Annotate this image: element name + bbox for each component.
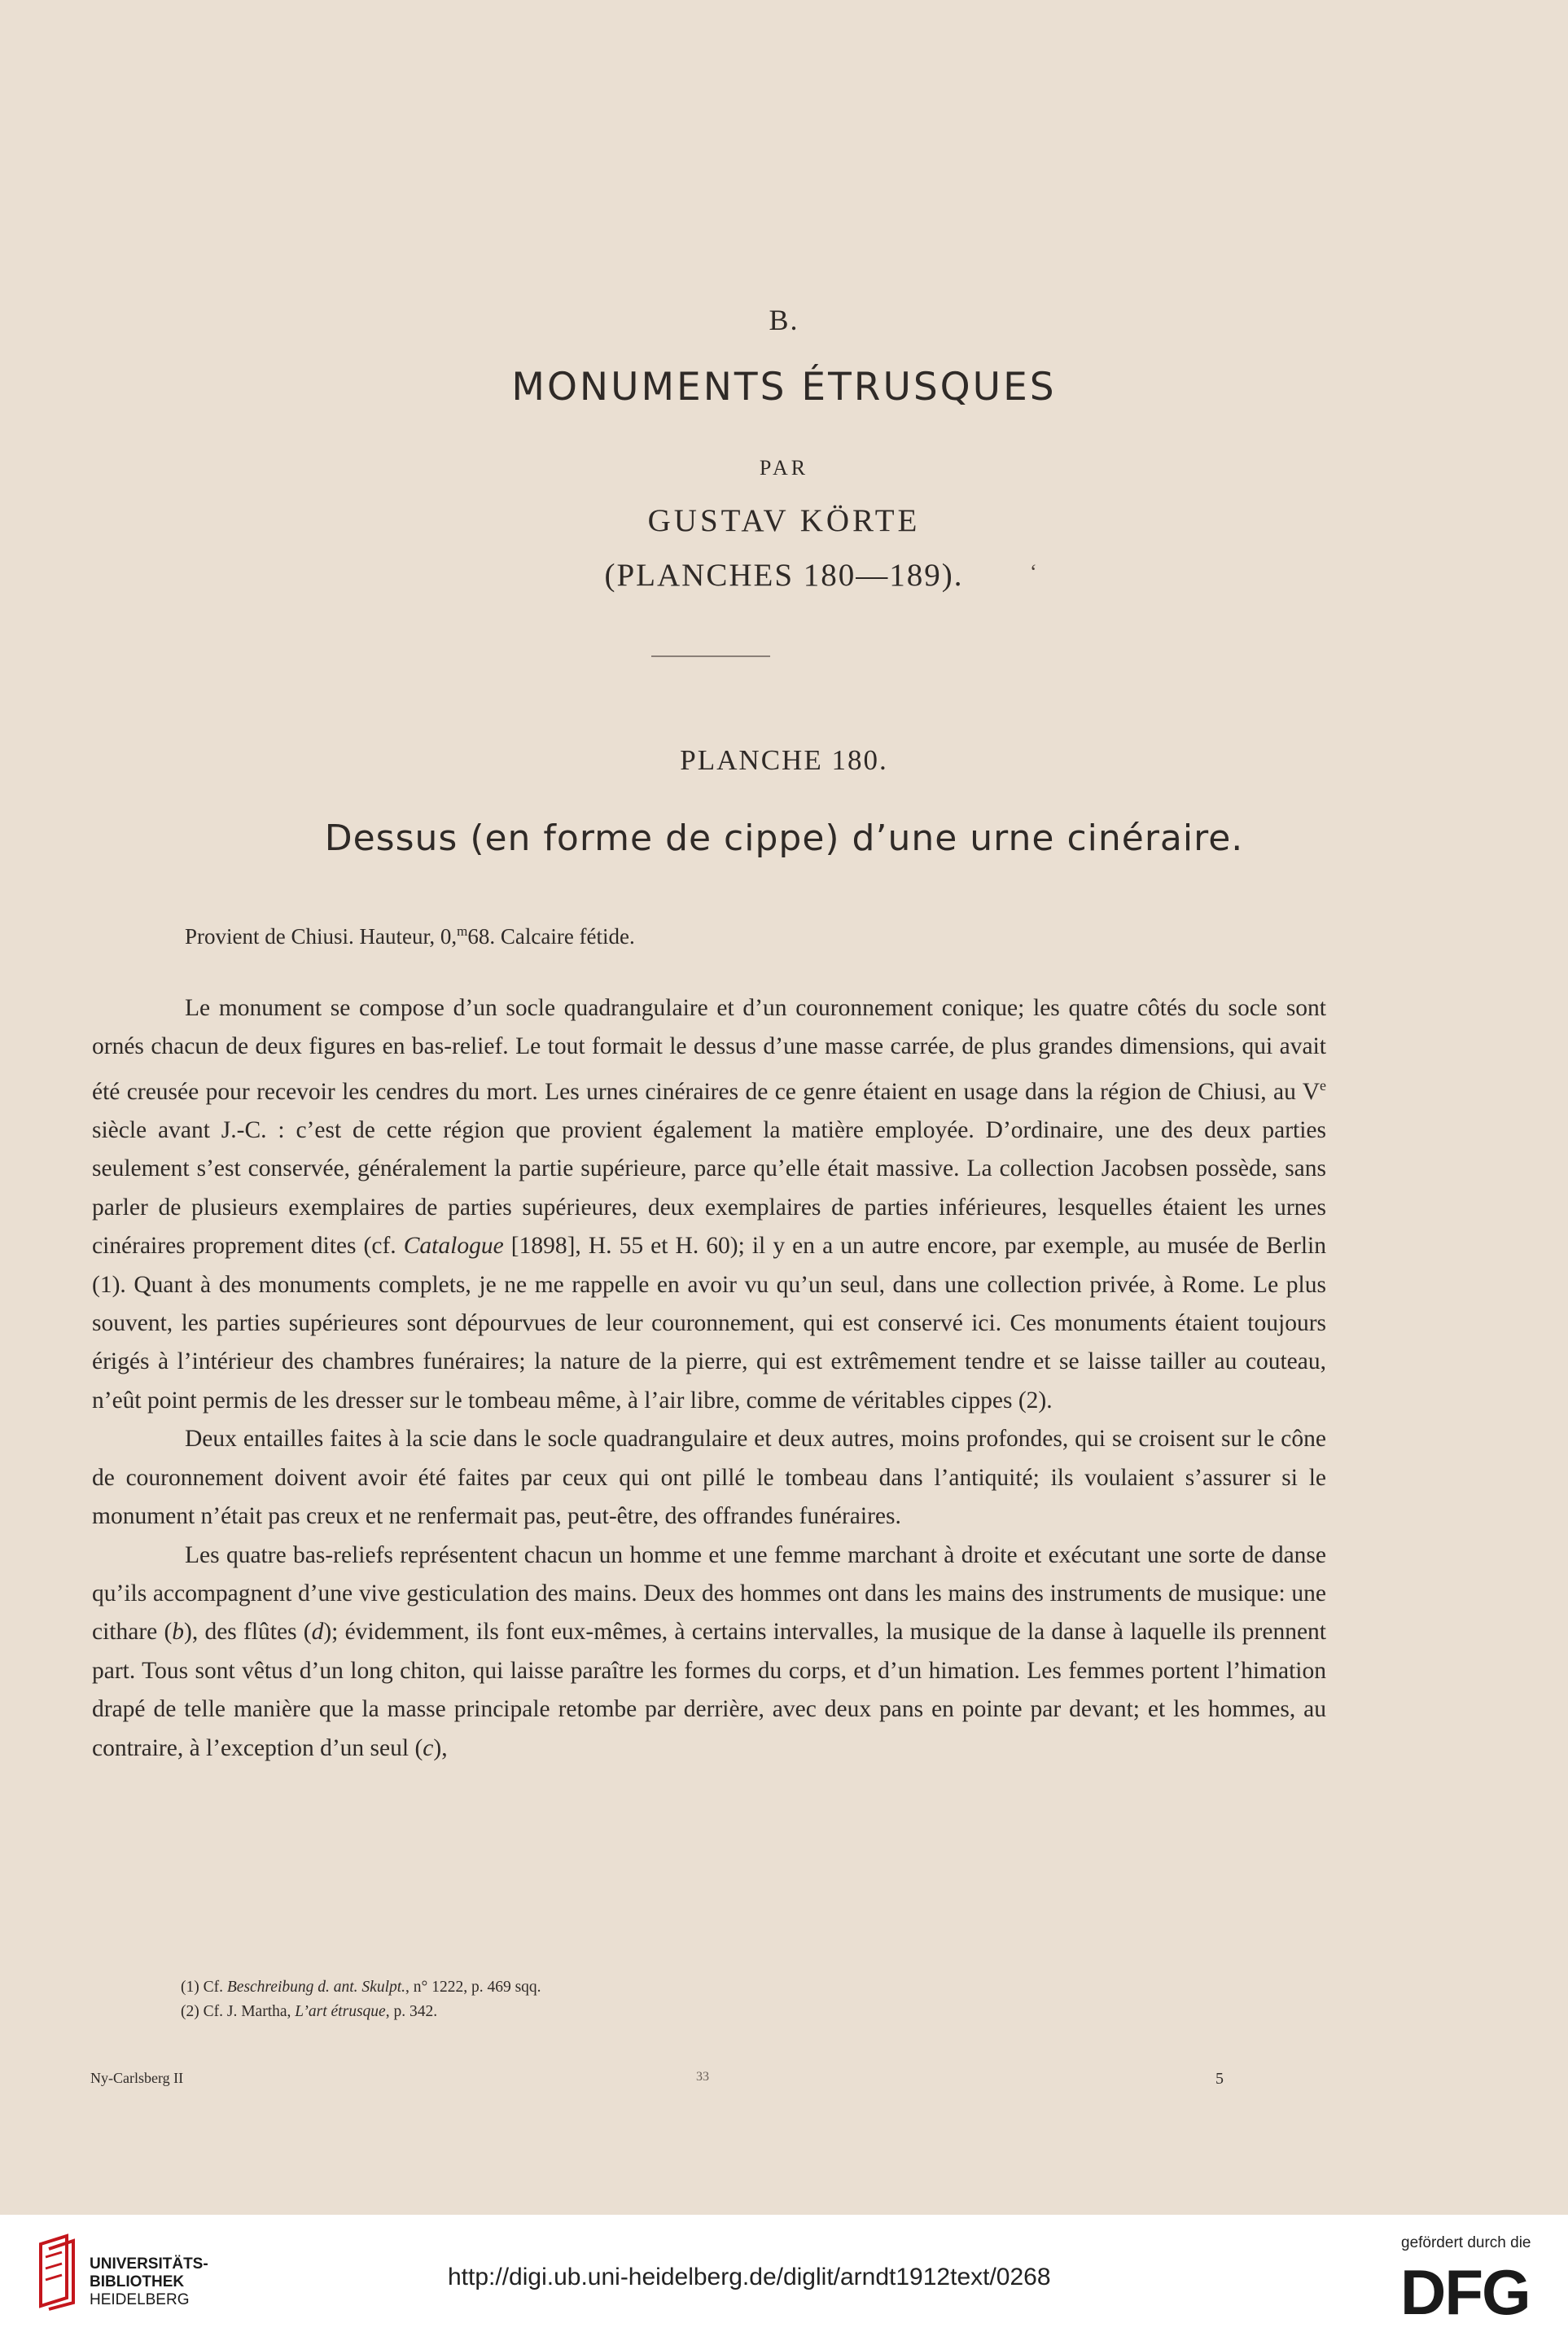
footer-signature: 33 [696, 2070, 709, 2084]
p1-part3: [1898], H. 55 et H. 60); il y en a un autre encore, par exemple, au musée de Berlin (1). Quant à des monuments complets, je ne me rappelle en avoir vu qu’un seul, dans une collection privée, à Rome. Le plus souvent, les parties supérieures sont dépourvues de leur couronnement, qui est conservé ici. Ces monuments étaient toujours érigés à l’intérieur des chambres funéraires; la nature de la pierre, qui est extrêmement tendre et se laisse tailler au couteau, n’eût point permis de les dresser sur le tombeau même, à l’air libre, comme de véritables cippes (2). [92, 1233, 1326, 1414]
catalogue-title: Catalogue [403, 1233, 504, 1260]
provenance-unit: m [457, 923, 468, 939]
p1-part2: siècle avant J.-C. : c’est de cette région que provient également la matière employée. D’ordinaire, une des deux parties seulement s’est conservée, généralement la partie supérieure, parce qu’elle était massive. La collection Jacobsen possède, sans parler de plusieurs exemplaires de parties supérieures, deux exemplaires de parties inférieures, lesquelles étaient les urnes cinéraires proprement dites (cf. [92, 1117, 1326, 1260]
p1-superscript: e [1320, 1076, 1326, 1094]
permalink-url[interactable]: http://digi.ub.uni-heidelberg.de/diglit/arndt1912text/0268 [448, 2264, 1051, 2290]
p3-ref-c: c [423, 1734, 434, 1761]
footnote-1-number: (1) [181, 1979, 199, 1996]
page-number: 5 [1215, 2070, 1224, 2088]
library-logo-icon [36, 2233, 80, 2311]
p3-ref-b: b [172, 1619, 185, 1646]
institution-line-3: HEIDELBERG [90, 2291, 190, 2308]
footer-series: Ny-Carlsberg II [90, 2070, 184, 2086]
footnote-1 [181, 1975, 541, 2000]
plates-range: (PLANCHES 180—189). [604, 558, 964, 593]
p3-ref-d: d [311, 1619, 324, 1646]
footnote-2-title: L’art étrusque [295, 2003, 386, 2020]
footnote-2 [181, 2000, 541, 2024]
footnote-2-post: , p. 342. [385, 2003, 438, 2020]
series-letter: B. [769, 304, 799, 336]
body-text [92, 989, 1326, 1768]
p3-part1: Les quatre bas-reliefs représentent chacun un homme et une femme marchant à droite et exécutant une sorte de danse qu’ils accompagnent d’une vive gesticulation des mains. Deux des hommes ont dans les mains des instruments de musique: une cithare ( [92, 1541, 1326, 1646]
institution-line-1: UNIVERSITÄTS- [90, 2255, 208, 2273]
institution-line-2: BIBLIOTHEK [90, 2273, 185, 2290]
p3-part4: ), [433, 1734, 448, 1761]
divider-rule [651, 655, 770, 657]
p1-part1: Le monument se compose d’un socle quadrangulaire et d’un couronnement conique; les quatre côtés du socle sont ornés chacun de deux figures en bas-relief. Le tout formait le dessus d’une masse carrée, de plus grandes dimensions, qui avait été creusée pour recevoir les cendres du mort. Les urnes cinéraires de ce genre étaient en usage dans la région de Chiusi, au V [92, 995, 1326, 1105]
p3-part3: ); évidemment, ils font eux-mêmes, à certains intervalles, la musique de la danse à laquelle ils prennent part. Tous sont vêtus d’un long chiton, qui laisse paraître les formes du corps, et d’un himation. Les femmes portent l’himation drapé de telle manière que la masse principale retombe par derrière, avec deux pans en pointe par devant; et les hommes, au contraire, à l’exception d’un seul ( [92, 1619, 1326, 1761]
footnote-1-title: Beschreibung d. ant. Skulpt. [226, 1979, 406, 1996]
paragraph-3 [92, 1536, 1326, 1768]
footnote-2-number: (2) [181, 2003, 199, 2020]
funded-by-label: gefördert durch die [1401, 2234, 1531, 2251]
author-name: GUSTAV KÖRTE [647, 503, 921, 538]
footnotes [181, 1975, 541, 2024]
provenance-text-after: 68. Calcaire fétide. [467, 924, 635, 949]
paragraph-1 [92, 989, 1326, 1420]
plate-title: Dessus (en forme de cippe) d’une urne cinéraire. [324, 818, 1244, 859]
institution-name [90, 2255, 208, 2309]
dfg-logo: DFG [1400, 2256, 1530, 2328]
provenance-line [185, 923, 635, 949]
provenance-text-before: Provient de Chiusi. Hauteur, 0, [185, 924, 458, 949]
footnote-1-pre: Cf. [199, 1979, 227, 1996]
section-title: MONUMENTS ÉTRUSQUES [511, 365, 1057, 410]
p3-part2: ), des flûtes ( [184, 1619, 312, 1646]
stray-mark: ‘ [1030, 560, 1037, 584]
par-label: PAR [759, 456, 809, 480]
paragraph-2: Deux entailles faites à la scie dans le socle quadrangulaire et deux autres, moins profondes, qui se croisent sur le cône de couronnement doivent avoir été faites par ceux qui ont pillé le tombeau dans l’antiquité; ils voulaient s’assurer si le monument n’était pas creux et ne renfermait pas, peut-être, des offrandes funéraires. [92, 1426, 1326, 1530]
digitization-banner [0, 2215, 1568, 2332]
footnote-2-pre: Cf. J. Martha, [199, 2003, 296, 2020]
footnote-1-post: , n° 1222, p. 469 sqq. [405, 1979, 541, 1996]
plate-label: PLANCHE 180. [680, 744, 888, 776]
